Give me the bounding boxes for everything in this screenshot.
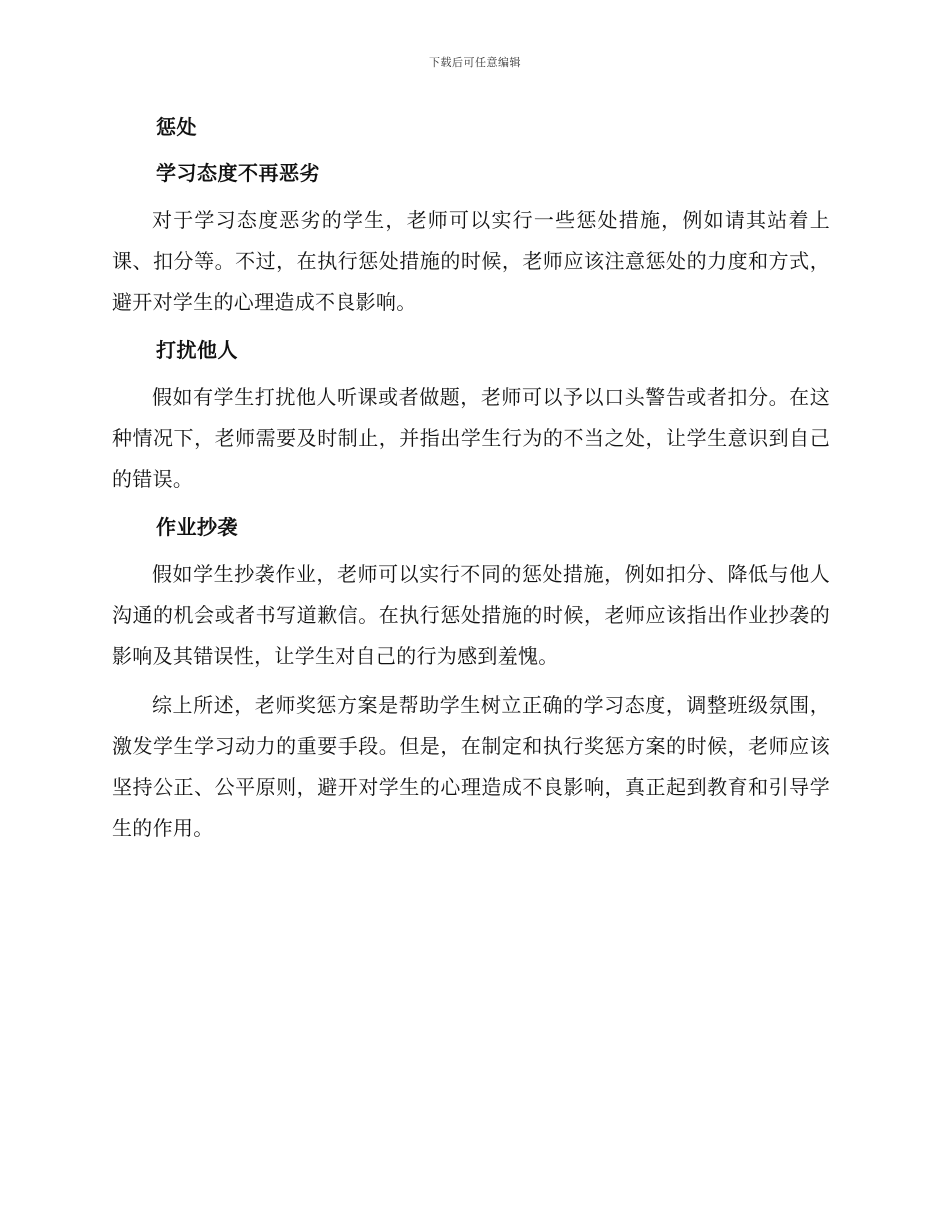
heading-bad-attitude: 学习态度不再恶劣 bbox=[156, 161, 320, 185]
paragraph-disturbing-others: 假如有学生打扰他人听课或者做题，老师可以予以口头警告或者扣分。在这种情况下，老师需要及时制止，并指出学生行为的不当之处，让学生意识到自己的错误。 bbox=[112, 385, 830, 491]
paragraph-conclusion: 综上所述，老师奖惩方案是帮助学生树立正确的学习态度，调整班级氛围，激发学生学习动力的重要手段。但是，在制定和执行奖惩方案的时候，老师应该坚持公正、公平原则，避开对学生的心理造成不良影响，真正起到教育和引导学生的作用。 bbox=[112, 693, 830, 840]
document-body bbox=[112, 108, 830, 857]
paragraph-bad-attitude: 对于学习态度恶劣的学生，老师可以实行一些惩处措施，例如请其站着上课、扣分等。不过，在执行惩处措施的时候，老师应该注意惩处的力度和方式，避开对学生的心理造成不良影响。 bbox=[112, 208, 830, 314]
heading-homework-copying: 作业抄袭 bbox=[156, 515, 238, 539]
paragraph-homework-copying: 假如学生抄袭作业，老师可以实行不同的惩处措施，例如扣分、降低与他人沟通的机会或者书写道歉信。在执行惩处措施的时候，老师应该指出作业抄袭的影响及其错误性，让学生对自己的行为感到羞愧。 bbox=[112, 562, 830, 668]
heading-disturbing-others: 打扰他人 bbox=[156, 338, 238, 362]
section-title-punishment: 惩处 bbox=[156, 115, 197, 139]
page-header: 下载后可任意编辑 bbox=[429, 56, 521, 69]
